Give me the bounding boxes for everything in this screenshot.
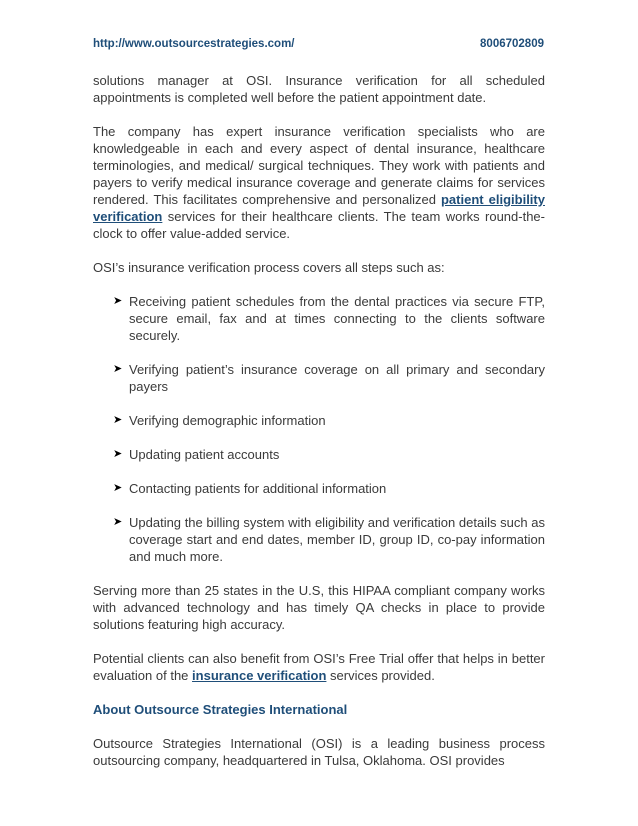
list-item — [113, 446, 545, 463]
insurance-verification-link[interactable]: insurance verification — [192, 668, 327, 683]
list-item-text: Verifying demographic information — [129, 413, 326, 428]
arrow-bullet-icon: ➤ — [113, 516, 123, 528]
paragraph-company — [93, 123, 545, 242]
paragraph-free-trial-text-end: services provided. — [326, 668, 435, 683]
list-item-text: Receiving patient schedules from the dental practices via secure FTP, secure email, fax and at times connecting to the clients software securely. — [129, 294, 545, 343]
paragraph-intro: solutions manager at OSI. Insurance verification for all scheduled appointments is completed well before the patient appointment date. — [93, 73, 545, 105]
header-phone: 8006702809 — [480, 38, 544, 50]
list-item — [113, 293, 545, 344]
arrow-bullet-icon: ➤ — [113, 295, 123, 307]
list-item — [113, 361, 545, 395]
section-heading: About Outsource Strategies International — [93, 702, 348, 717]
paragraph-company-text-end: services for their healthcare clients. The team works round-the-clock to offer value-added service. — [93, 209, 545, 241]
header-url[interactable]: http://www.outsourcestrategies.com/ — [93, 38, 295, 50]
arrow-bullet-icon: ➤ — [113, 363, 123, 375]
patient-eligibility-verification-link[interactable]: patient eligibility verification — [93, 192, 545, 224]
list-item — [113, 412, 545, 429]
paragraph-free-trial — [93, 650, 545, 684]
arrow-bullet-icon: ➤ — [113, 448, 123, 460]
page-header — [93, 38, 544, 50]
paragraph-company-text: The company has expert insurance verification specialists who are knowledgeable in each and every aspect of dental insurance, healthcare terminologies, and medical/ surgical techniques. They work with patients and payers to verify medical insurance coverage and generate claims for services rendered. This facilitates comprehensive and personalized — [93, 124, 545, 207]
paragraph-serving: Serving more than 25 states in the U.S, this HIPAA compliant company works with advanced technology and has timely QA checks in place to provide solutions featuring high accuracy. — [93, 583, 545, 632]
paragraph-about: Outsource Strategies International (OSI) is a leading business process outsourcing company, headquartered in Tulsa, Oklahoma. OSI provides — [93, 736, 545, 768]
list-item-text: Updating patient accounts — [129, 447, 280, 462]
list-item-text: Updating the billing system with eligibility and verification details such as coverage start and end dates, member ID, group ID, co-pay information and much more. — [129, 515, 545, 564]
process-steps-list — [93, 293, 545, 565]
paragraph-process: OSI’s insurance verification process covers all steps such as: — [93, 260, 445, 275]
document-body — [93, 72, 545, 786]
list-item — [113, 480, 545, 497]
paragraph-free-trial-text: Potential clients can also benefit from OSI’s Free Trial offer that helps in better evaluation of the — [93, 651, 545, 683]
list-item-text: Contacting patients for additional information — [129, 481, 387, 496]
list-item — [113, 514, 545, 565]
arrow-bullet-icon: ➤ — [113, 414, 123, 426]
arrow-bullet-icon: ➤ — [113, 482, 123, 494]
list-item-text: Verifying patient’s insurance coverage on all primary and secondary payers — [129, 362, 545, 394]
